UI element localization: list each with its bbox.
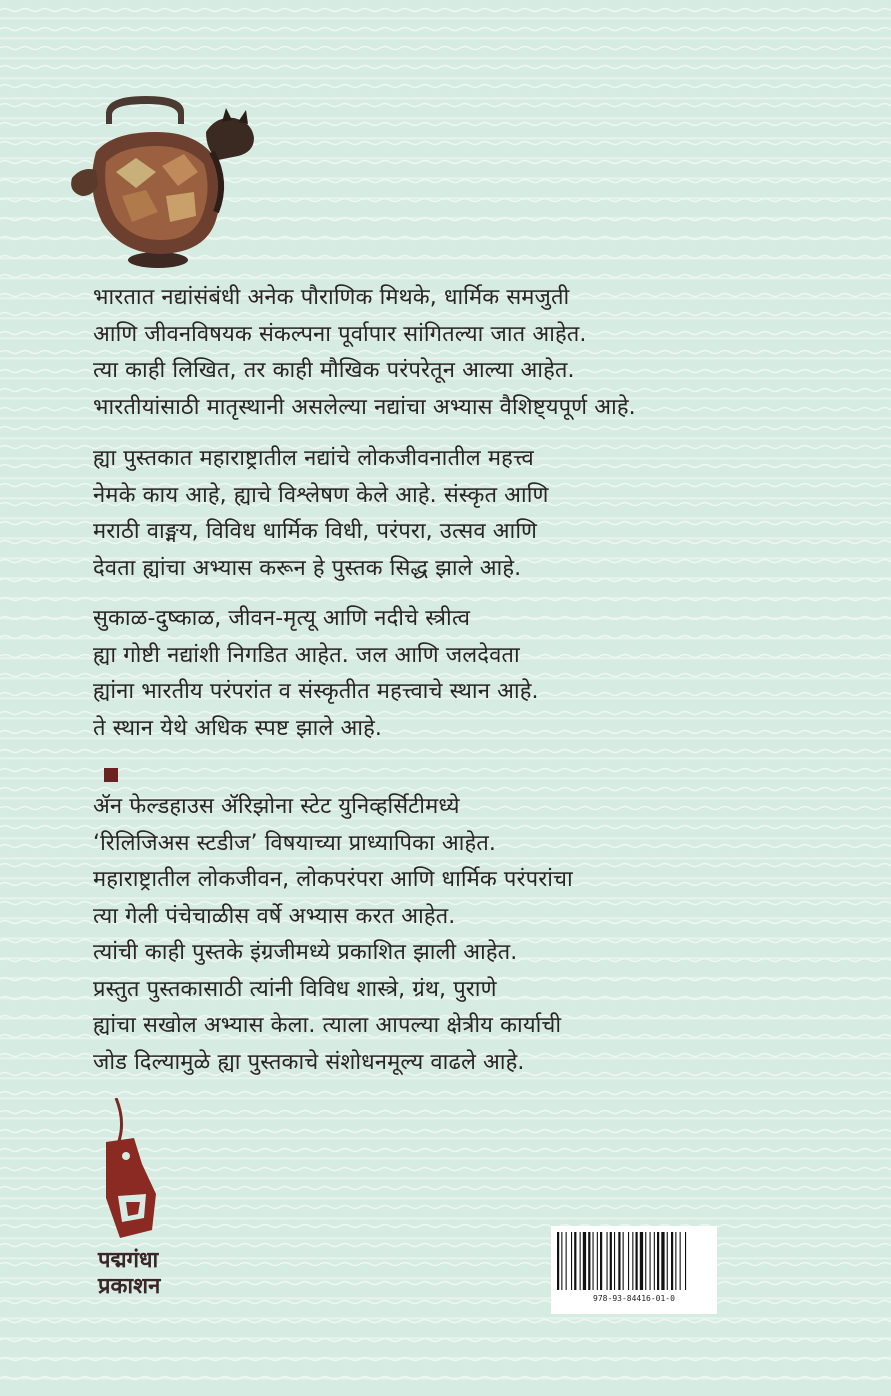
paragraph-themes <box>93 601 539 747</box>
decorative-bull-vessel-icon <box>66 92 258 272</box>
paragraph-line: ह्या पुस्तकात महाराष्ट्रातील नद्यांचे लोकजीवनातील महत्त्व <box>93 446 534 471</box>
paragraph-line: ह्या गोष्टी नद्यांशी निगडित आहेत. जल आणि जलदेवता <box>93 642 520 668</box>
publisher-name-line1: पद्मगंधा <box>98 1248 159 1273</box>
paragraph-line: भारतात नद्यांसंबंधी अनेक पौराणिक मिथके, धार्मिक समजुती <box>93 285 570 310</box>
paragraph-line: महाराष्ट्रातील लोकजीवन, लोकपरंपरा आणि धार्मिक परंपरांचा <box>93 867 573 892</box>
paragraph-line: मराठी वाङ्मय, विविध धार्मिक विधी, परंपरा, उत्सव आणि <box>93 519 538 544</box>
paragraph-line: देवता ह्यांचा अभ्यास करून हे पुस्तक सिद्ध झाले आहे. <box>93 555 522 581</box>
paragraph-line: जोड दिल्यामुळे ह्या पुस्तकाचे संशोधनमूल्य वाढले आहे. <box>93 1049 525 1075</box>
isbn-barcode <box>551 1226 717 1314</box>
paragraph-line: ह्यांना भारतीय परंपरांत व संस्कृतीत महत्त्वाचे स्थान आहे. <box>93 679 539 704</box>
paragraph-book-summary <box>93 441 548 587</box>
paragraph-intro <box>93 280 636 426</box>
publisher-name-line2: प्रकाशन <box>98 1274 161 1299</box>
publisher-name <box>98 1248 238 1300</box>
paragraph-line: ॲन फेल्डहाउस ॲरिझोना स्टेट युनिव्हर्सिटीमध्ये <box>93 794 460 819</box>
paragraph-line: नेमके काय आहे, ह्याचे विश्लेषण केले आहे. संस्कृत आणि <box>93 482 549 508</box>
section-separator <box>104 768 118 782</box>
paragraph-line: आणि जीवनविषयक संकल्पना पूर्वापार सांगितल्या जात आहेत. <box>93 321 587 347</box>
paragraph-author-bio <box>93 789 573 1081</box>
paragraph-line: त्यांची काही पुस्तके इंग्रजीमध्ये प्रकाशित झाली आहेत. <box>93 940 518 965</box>
barcode-bars <box>551 1226 717 1292</box>
paragraph-line: प्रस्तुत पुस्तकासाठी त्यांनी विविध शास्त्रे, ग्रंथ, पुराणे <box>93 976 497 1002</box>
isbn-number: 978-93-84416-01-0 <box>593 1294 675 1303</box>
paragraph-line: त्या गेली पंचेचाळीस वर्षे अभ्यास करत आहेत. <box>93 903 456 929</box>
paragraph-line: त्या काही लिखित, तर काही मौखिक परंपरेतून आल्या आहेत. <box>93 358 575 383</box>
paragraph-line: सुकाळ-दुष्काळ, जीवन-मृत्यू आणि नदीचे स्त्रीत्व <box>93 606 471 631</box>
paragraph-line: भारतीयांसाठी मातृस्थानी असलेल्या नद्यांचा अभ्यास वैशिष्ट्यपूर्ण आहे. <box>93 394 636 420</box>
paragraph-line: ह्यांचा सखोल अभ्यास केला. त्याला आपल्या क्षेत्रीय कार्याची <box>93 1013 562 1038</box>
paragraph-line: ‘रिलिजिअस स्टडीज’ विषयाच्या प्राध्यापिका आहेत. <box>93 830 497 856</box>
paragraph-line: ते स्थान येथे अधिक स्पष्ट झाले आहे. <box>93 715 382 741</box>
